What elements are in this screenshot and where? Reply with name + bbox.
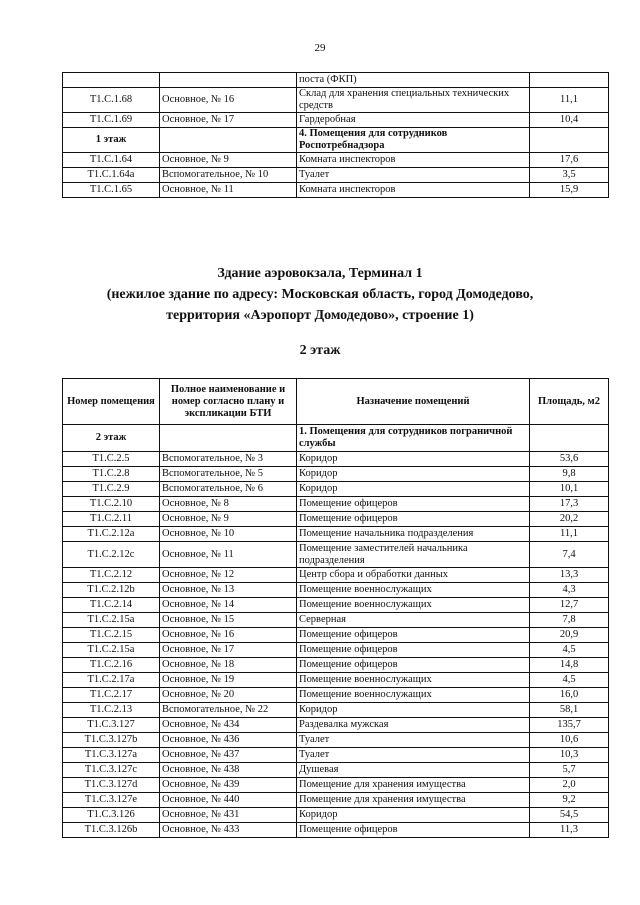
table-row <box>63 512 609 527</box>
cell-bti-name: Вспомогательное, № 10 <box>160 168 297 183</box>
cell-bti-name: Вспомогательное, № 22 <box>160 703 297 718</box>
cell-area: 11,3 <box>530 823 609 838</box>
cell-room-number: Т1.С.2.12 <box>63 568 160 583</box>
table-row <box>63 778 609 793</box>
cell-bti-name: Основное, № 438 <box>160 763 297 778</box>
cell-bti-name: Вспомогательное, № 5 <box>160 467 297 482</box>
cell-bti-name: Основное, № 433 <box>160 823 297 838</box>
table-row <box>63 497 609 512</box>
cell-room-number: Т1.С.3.127 <box>63 718 160 733</box>
cell-purpose: Комната инспекторов <box>297 183 530 198</box>
cell-bti-name: Основное, № 440 <box>160 793 297 808</box>
header-bti-name: Полное наименование и номер согласно плану и экспликации БТИ <box>160 379 297 425</box>
table-row <box>63 613 609 628</box>
cell-bti-name: Основное, № 17 <box>160 643 297 658</box>
cell-area: 10,3 <box>530 748 609 763</box>
cell-room-number: Т1.С.3.127b <box>63 733 160 748</box>
table-row <box>63 808 609 823</box>
table-row <box>63 467 609 482</box>
cell-area: 58,1 <box>530 703 609 718</box>
cell-room-number: Т1.С.2.9 <box>63 482 160 497</box>
cell-room-number: Т1.С.2.15а <box>63 643 160 658</box>
table-row <box>63 673 609 688</box>
cell-room-number: Т1.С.3.126 <box>63 808 160 823</box>
cell-bti-name: Вспомогательное, № 6 <box>160 482 297 497</box>
cell-purpose: Коридор <box>297 467 530 482</box>
cell-bti-name <box>160 73 297 88</box>
cell-room-number: Т1.С.3.126b <box>63 823 160 838</box>
cell-purpose: Душевая <box>297 763 530 778</box>
floor-heading: 2 этаж <box>299 343 341 358</box>
cell-room-number: Т1.С.1.65 <box>63 183 160 198</box>
cell-purpose: Помещение военнослужащих <box>297 673 530 688</box>
cell-bti-name: Основное, № 11 <box>160 183 297 198</box>
cell-purpose: Помещение офицеров <box>297 628 530 643</box>
cell-room-number: Т1.С.2.14 <box>63 598 160 613</box>
cell-area: 12,7 <box>530 598 609 613</box>
cell-bti-name: Основное, № 9 <box>160 153 297 168</box>
cell-room-number: 2 этаж <box>63 425 160 452</box>
cell-area: 20,2 <box>530 512 609 527</box>
cell-bti-name: Основное, № 431 <box>160 808 297 823</box>
cell-area: 10,4 <box>530 113 609 128</box>
cell-room-number: Т1.С.2.12b <box>63 583 160 598</box>
cell-area: 7,4 <box>530 542 609 568</box>
cell-bti-name: Основное, № 17 <box>160 113 297 128</box>
cell-purpose: Склад для хранения специальных технических средств <box>297 88 530 113</box>
cell-bti-name: Основное, № 9 <box>160 512 297 527</box>
cell-purpose: Коридор <box>297 482 530 497</box>
cell-purpose: Гардеробная <box>297 113 530 128</box>
table-row <box>63 113 609 128</box>
rooms-table-floor-2 <box>62 378 609 838</box>
cell-purpose: поста (ФКП) <box>297 73 530 88</box>
rooms-table-continued <box>62 72 609 198</box>
building-heading <box>0 263 640 326</box>
cell-bti-name: Основное, № 14 <box>160 598 297 613</box>
cell-bti-name: Основное, № 13 <box>160 583 297 598</box>
cell-bti-name <box>160 425 297 452</box>
table-row <box>63 183 609 198</box>
cell-purpose: 4. Помещения для сотрудников Роспотребнадзора <box>297 128 530 153</box>
table-row <box>63 658 609 673</box>
cell-room-number <box>63 73 160 88</box>
cell-purpose: Помещение офицеров <box>297 512 530 527</box>
cell-bti-name: Основное, № 15 <box>160 613 297 628</box>
table-row <box>63 733 609 748</box>
cell-area: 17,3 <box>530 497 609 512</box>
table-row <box>63 643 609 658</box>
table-row <box>63 823 609 838</box>
cell-area: 10,1 <box>530 482 609 497</box>
cell-purpose: Коридор <box>297 808 530 823</box>
cell-area: 15,9 <box>530 183 609 198</box>
cell-room-number: Т1.С.2.17а <box>63 673 160 688</box>
building-heading-line2: (нежилое здание по адресу: Московская область, город Домодедово, <box>106 287 534 302</box>
cell-area: 7,8 <box>530 613 609 628</box>
cell-room-number: Т1.С.2.11 <box>63 512 160 527</box>
cell-purpose: Помещение для хранения имущества <box>297 778 530 793</box>
cell-purpose: Помещение начальника подразделения <box>297 527 530 542</box>
header-room-number: Номер помещения <box>63 379 160 425</box>
table-row <box>63 153 609 168</box>
building-heading-line3: территория «Аэропорт Домодедово», строение 1) <box>166 308 474 323</box>
cell-area: 17,6 <box>530 153 609 168</box>
cell-purpose: Помещение заместителей начальника подразделения <box>297 542 530 568</box>
cell-area: 54,5 <box>530 808 609 823</box>
cell-room-number: Т1.С.2.5 <box>63 452 160 467</box>
table-row <box>63 542 609 568</box>
building-heading-line1: Здание аэровокзала, Терминал 1 <box>217 266 423 281</box>
header-purpose: Назначение помещений <box>297 379 530 425</box>
cell-area: 20,9 <box>530 628 609 643</box>
cell-area: 16,0 <box>530 688 609 703</box>
cell-bti-name <box>160 128 297 153</box>
cell-purpose: Помещение военнослужащих <box>297 598 530 613</box>
cell-bti-name: Основное, № 437 <box>160 748 297 763</box>
cell-bti-name: Основное, № 8 <box>160 497 297 512</box>
cell-area: 11,1 <box>530 527 609 542</box>
cell-area <box>530 425 609 452</box>
table-row <box>63 73 609 88</box>
cell-purpose: Туалет <box>297 168 530 183</box>
cell-purpose: Центр сбора и обработки данных <box>297 568 530 583</box>
table-row <box>63 793 609 808</box>
cell-room-number: Т1.С.2.15а <box>63 613 160 628</box>
table-row <box>63 568 609 583</box>
cell-bti-name: Вспомогательное, № 3 <box>160 452 297 467</box>
cell-bti-name: Основное, № 16 <box>160 628 297 643</box>
cell-room-number: Т1.С.1.68 <box>63 88 160 113</box>
cell-purpose: Помещение для хранения имущества <box>297 793 530 808</box>
cell-room-number: Т1.С.1.69 <box>63 113 160 128</box>
cell-room-number: Т1.С.3.127с <box>63 763 160 778</box>
section-row <box>63 128 609 153</box>
page-number: 29 <box>314 42 326 54</box>
cell-area: 4,5 <box>530 643 609 658</box>
cell-area: 13,3 <box>530 568 609 583</box>
cell-bti-name: Основное, № 18 <box>160 658 297 673</box>
table-row <box>63 88 609 113</box>
cell-purpose: Комната инспекторов <box>297 153 530 168</box>
cell-area: 5,7 <box>530 763 609 778</box>
cell-bti-name: Основное, № 11 <box>160 542 297 568</box>
table-row <box>63 482 609 497</box>
cell-room-number: Т1.С.2.13 <box>63 703 160 718</box>
cell-purpose: Раздевалка мужская <box>297 718 530 733</box>
table-row <box>63 748 609 763</box>
rooms-table-floor-2-body <box>63 425 609 838</box>
cell-purpose: Серверная <box>297 613 530 628</box>
cell-bti-name: Основное, № 439 <box>160 778 297 793</box>
cell-purpose: Помещение офицеров <box>297 823 530 838</box>
cell-bti-name: Основное, № 12 <box>160 568 297 583</box>
cell-bti-name: Основное, № 434 <box>160 718 297 733</box>
cell-area: 4,5 <box>530 673 609 688</box>
cell-room-number: 1 этаж <box>63 128 160 153</box>
table-row <box>63 598 609 613</box>
section-row <box>63 425 609 452</box>
cell-area: 9,8 <box>530 467 609 482</box>
cell-purpose: Помещение офицеров <box>297 497 530 512</box>
cell-area: 14,8 <box>530 658 609 673</box>
cell-room-number: Т1.С.2.12а <box>63 527 160 542</box>
cell-area: 11,1 <box>530 88 609 113</box>
cell-room-number: Т1.С.2.17 <box>63 688 160 703</box>
cell-area <box>530 73 609 88</box>
table-row <box>63 452 609 467</box>
cell-purpose: Помещение офицеров <box>297 643 530 658</box>
cell-room-number: Т1.С.2.12с <box>63 542 160 568</box>
cell-area <box>530 128 609 153</box>
cell-area: 9,2 <box>530 793 609 808</box>
cell-area: 2,0 <box>530 778 609 793</box>
cell-purpose: Туалет <box>297 748 530 763</box>
table-row <box>63 703 609 718</box>
cell-bti-name: Основное, № 436 <box>160 733 297 748</box>
cell-purpose: Коридор <box>297 452 530 467</box>
cell-area: 10,6 <box>530 733 609 748</box>
table-row <box>63 688 609 703</box>
cell-room-number: Т1.С.2.15 <box>63 628 160 643</box>
cell-room-number: Т1.С.2.16 <box>63 658 160 673</box>
cell-room-number: Т1.С.1.64а <box>63 168 160 183</box>
cell-purpose: Помещение военнослужащих <box>297 583 530 598</box>
cell-purpose: Коридор <box>297 703 530 718</box>
cell-room-number: Т1.С.3.127а <box>63 748 160 763</box>
cell-area: 135,7 <box>530 718 609 733</box>
table-row <box>63 763 609 778</box>
table-row <box>63 718 609 733</box>
cell-room-number: Т1.С.3.127d <box>63 778 160 793</box>
cell-room-number: Т1.С.3.127е <box>63 793 160 808</box>
table-row <box>63 628 609 643</box>
header-area: Площадь, м2 <box>530 379 609 425</box>
cell-area: 53,6 <box>530 452 609 467</box>
table-header-row <box>63 379 609 425</box>
cell-bti-name: Основное, № 19 <box>160 673 297 688</box>
cell-room-number: Т1.С.1.64 <box>63 153 160 168</box>
cell-purpose: Помещение офицеров <box>297 658 530 673</box>
cell-bti-name: Основное, № 10 <box>160 527 297 542</box>
rooms-table-continued-body <box>63 73 609 198</box>
cell-room-number: Т1.С.2.10 <box>63 497 160 512</box>
cell-room-number: Т1.С.2.8 <box>63 467 160 482</box>
cell-purpose: 1. Помещения для сотрудников пограничной службы <box>297 425 530 452</box>
table-row <box>63 168 609 183</box>
cell-bti-name: Основное, № 20 <box>160 688 297 703</box>
cell-area: 4,3 <box>530 583 609 598</box>
cell-area: 3,5 <box>530 168 609 183</box>
table-row <box>63 583 609 598</box>
table-row <box>63 527 609 542</box>
cell-purpose: Туалет <box>297 733 530 748</box>
cell-bti-name: Основное, № 16 <box>160 88 297 113</box>
cell-purpose: Помещение военнослужащих <box>297 688 530 703</box>
